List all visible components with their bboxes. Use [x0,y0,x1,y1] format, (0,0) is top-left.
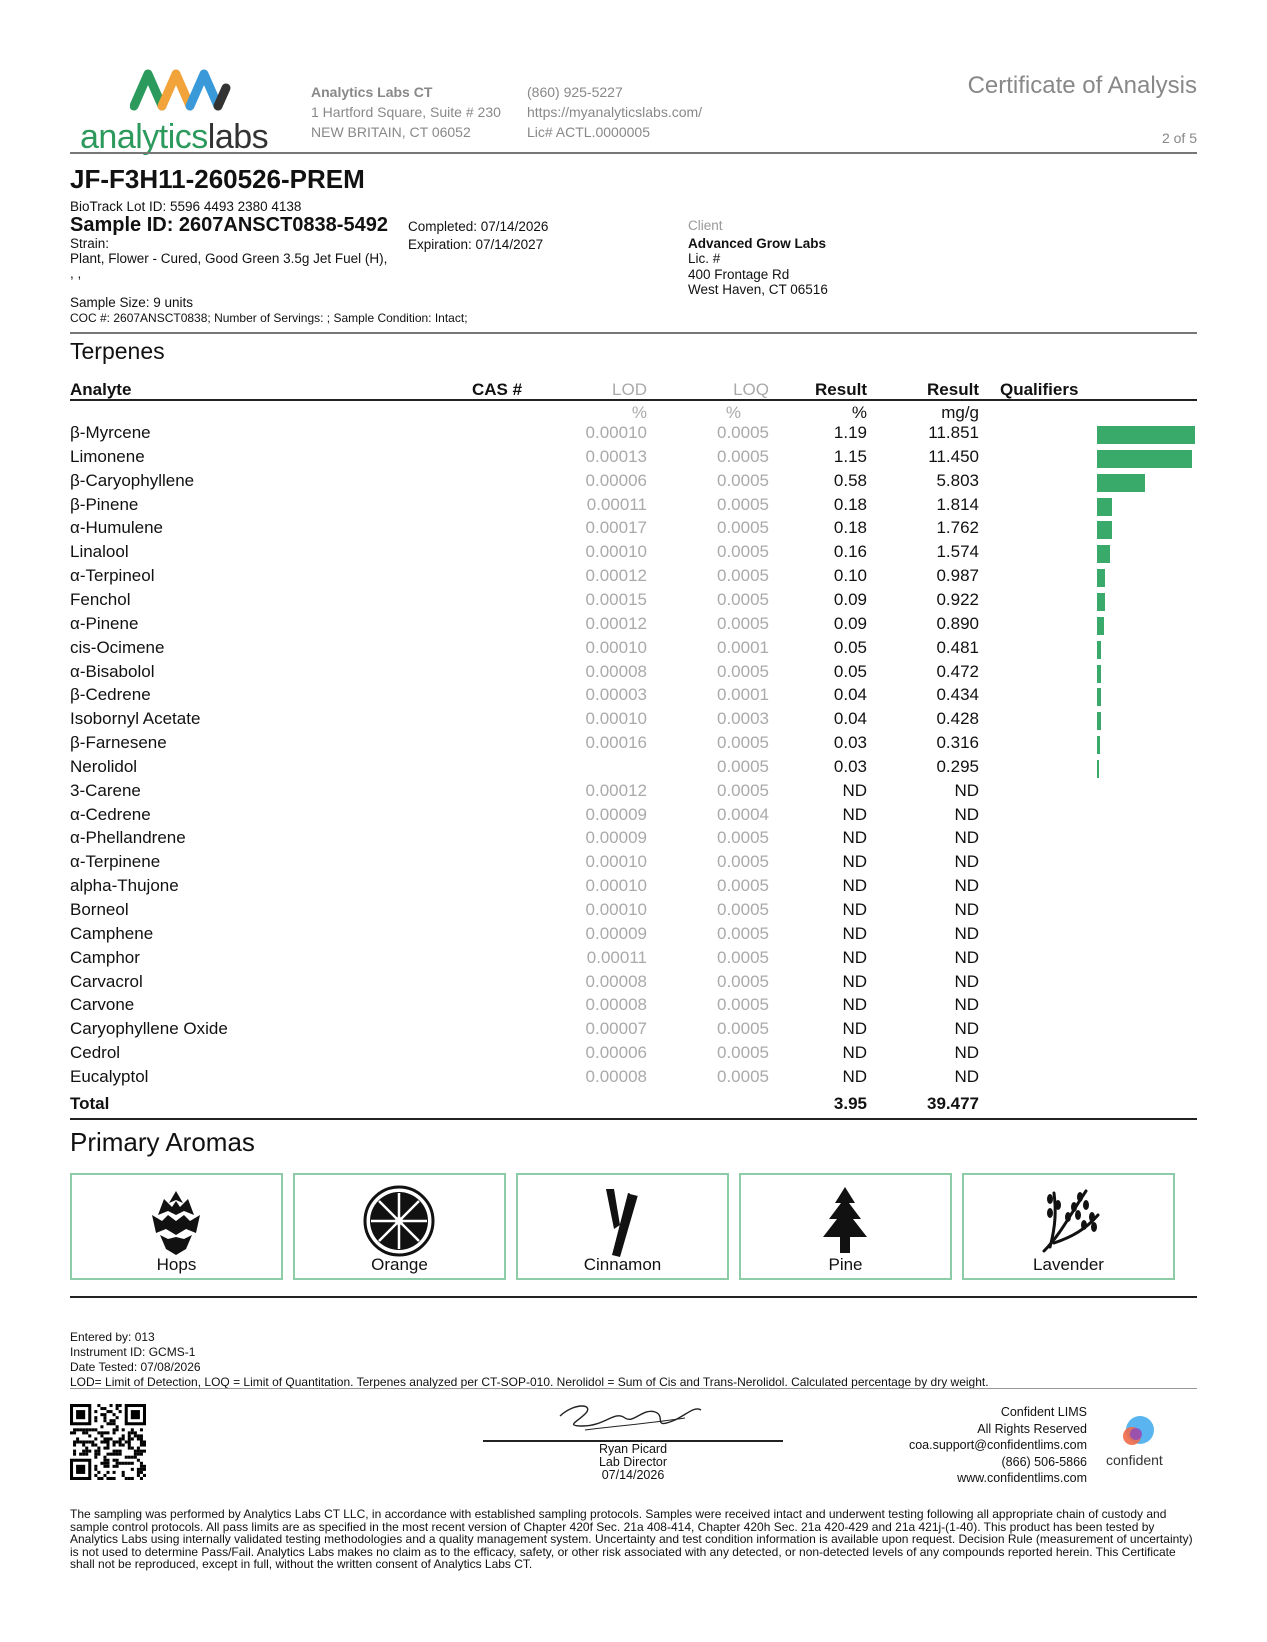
loq-value: 0.0005 [717,470,769,490]
lod-value: 0.00012 [585,566,647,586]
lod-value: 0.00008 [585,995,647,1015]
result-mg: 0.316 [936,733,979,753]
result-pct: 0.05 [833,637,867,657]
page-number: 2 of 5 [1161,130,1197,146]
sample-divider [70,332,1197,334]
aroma-label: Cinnamon [583,1255,662,1274]
result-bar [1097,474,1145,492]
result-mg: ND [954,947,979,967]
loq-value: 0.0005 [717,971,769,991]
result-bar [1097,617,1104,635]
lod-value: 0.00013 [585,446,647,466]
analyte-name: α-Pinene [70,613,139,633]
sample-dates [408,218,548,254]
lims-website[interactable]: www.confidentlims.com [957,1471,1087,1485]
col-result-pct: Result [815,380,867,399]
col-loq: LOQ [733,380,769,399]
loq-value: 0.0005 [717,852,769,872]
client-license: Lic. # [688,251,721,266]
result-pct: ND [842,828,867,848]
result-mg: 1.814 [936,494,979,514]
analyte-name: cis-Ocimene [70,637,165,657]
table-row [70,566,1197,590]
result-pct: ND [842,804,867,824]
analyte-name: Nerolidol [70,756,138,776]
confident-wordmark: confident [1106,1452,1163,1468]
orange-icon [361,1185,437,1257]
loq-value: 0.0005 [717,876,769,896]
aroma-orange [293,1173,506,1280]
result-pct: ND [842,780,867,800]
unit-lod: % [631,403,647,422]
result-pct: 0.58 [833,470,867,490]
col-result-mg: Result [927,380,979,399]
lavender-icon [1030,1185,1106,1257]
unit-mg: mg/g [941,403,979,422]
analyte-name: Carvacrol [70,971,143,991]
result-pct: ND [842,876,867,896]
analyte-name: β-Pinene [70,494,139,514]
lims-phone: (866) 506-5866 [1001,1454,1087,1469]
signature-date: 07/14/2026 [601,1468,665,1482]
lod-value: 0.00003 [585,685,647,705]
result-pct: 0.05 [833,661,867,681]
analyte-name: Isobornyl Acetate [70,709,201,729]
result-mg: 0.922 [936,589,979,609]
lod-value: 0.00010 [585,709,647,729]
result-pct: ND [842,995,867,1015]
total-pct: 3.95 [833,1094,867,1113]
loq-value: 0.0005 [717,661,769,681]
table-row [70,638,1197,662]
client-address-line1: 400 Frontage Rd [688,266,790,282]
result-mg: ND [954,804,979,824]
completed-date: Completed: 07/14/2026 [408,219,549,234]
result-pct: 0.09 [833,589,867,609]
lod-value: 0.00008 [585,661,647,681]
result-bar [1097,736,1100,754]
aroma-pine [739,1173,952,1280]
lod-value: 0.00016 [585,733,647,753]
aromas-title: Primary Aromas [70,1127,255,1157]
loq-value: 0.0005 [717,589,769,609]
result-mg: 0.481 [936,637,979,657]
lab-name: Analytics Labs CT [311,84,433,100]
result-bar [1097,593,1105,611]
table-row [70,662,1197,686]
result-mg: ND [954,1043,979,1063]
logo-mark-icon [130,66,240,112]
result-mg: ND [954,828,979,848]
sample-extra: , , [70,266,82,281]
table-row [70,1019,1197,1043]
signatory-role: Lab Director [598,1455,668,1469]
lod-value: 0.00010 [585,542,647,562]
result-bar [1097,426,1195,444]
result-mg: 5.803 [936,470,979,490]
result-pct: ND [842,923,867,943]
table-row [70,1067,1197,1091]
analyte-name: Cedrol [70,1043,121,1063]
entered-by: Entered by: 013 [70,1330,155,1344]
result-bar [1097,498,1112,516]
analyte-name: Caryophyllene Oxide [70,1019,228,1039]
result-mg: 11.851 [928,423,979,442]
loq-value: 0.0005 [717,1019,769,1039]
analyte-name: alpha-Thujone [70,876,179,896]
result-pct: ND [842,852,867,872]
lod-value: 0.00010 [585,637,647,657]
result-pct: 0.18 [833,518,867,538]
result-mg: 11.450 [928,446,979,466]
analyte-name: α-Cedrene [70,804,151,824]
loq-value: 0.0005 [717,828,769,848]
result-pct: 0.18 [833,494,867,514]
result-mg: 0.434 [936,685,979,705]
analyte-name: 3-Carene [70,780,141,800]
analytics-labs-logo [80,66,290,156]
lab-phone: (860) 925-5227 [527,84,623,100]
lab-info [311,82,501,142]
table-row [70,876,1197,900]
analyte-name: α-Bisabolol [70,661,155,681]
lab-website[interactable]: https://myanalyticslabs.com/ [527,104,703,120]
result-bar [1097,641,1101,659]
lod-value: 0.00012 [585,613,647,633]
table-row [70,471,1197,495]
result-pct: 1.19 [833,423,867,442]
loq-value: 0.0005 [717,780,769,800]
table-row [70,924,1197,948]
aroma-cinnamon [516,1173,729,1280]
sample-size: Sample Size: 9 units [70,295,194,310]
result-bar [1097,521,1112,539]
loq-value: 0.0005 [717,733,769,753]
lod-value: 0.00011 [586,494,647,514]
table-row [70,542,1197,566]
test-notes [70,1330,989,1390]
lims-name: Confident LIMS [1000,1405,1087,1419]
unit-pct: % [851,403,867,422]
result-mg: ND [954,876,979,896]
lims-email[interactable]: coa.support@confidentlims.com [908,1438,1087,1452]
loq-value: 0.0001 [717,637,769,657]
analyte-name: Camphor [70,947,140,967]
result-bar [1097,569,1105,587]
result-mg: ND [954,923,979,943]
disclaimer: The sampling was performed by Analytics Labs CT LLC, in accordance with established sampling protocols. Samples were received intact and underwent testing following all appropriate chain of custody and sample control protocols. All pass limits are as specified in the most recent version of Chapter 420f Sec. 21a 408-414, Chapter 420h Sec. 21a 420-429 and 21a 421j-(1-40). This product has been tested by Analytics Labs using internally validated testing methodologies and a quality management system. Uncertainty and test condition information is available upon request. Decision Rule (measurement of uncertainty) is not used to determine Pass/Fail. Analytics Labs makes no claim as to the efficacy, safety, or other risk associated with any detected, or non-detected levels of any compounds reported herein. This Certificate shall not be reproduced, except in full, without the written consent of Analytics Labs CT. [70,1507,1193,1571]
lod-value: 0.00008 [585,1066,647,1086]
expiration-date: Expiration: 07/14/2027 [408,237,544,252]
analyte-name: β-Myrcene [70,423,151,442]
table-row [70,805,1197,829]
lod-value: 0.00010 [585,900,647,919]
client-address-line2: West Haven, CT 06516 [688,282,828,297]
loq-value: 0.0005 [717,1066,769,1086]
analyte-name: Carvone [70,995,135,1015]
loq-value: 0.0005 [717,756,769,776]
analyte-name: Limonene [70,446,145,466]
analyte-name: Camphene [70,923,154,943]
lims-info [909,1404,1087,1487]
table-row [70,948,1197,972]
lod-value: 0.00010 [585,852,647,872]
result-mg: ND [954,1019,979,1039]
logo-wordmark: analyticslabs [80,118,269,156]
result-bar [1097,688,1101,706]
result-bar [1097,450,1192,468]
loq-value: 0.0005 [717,923,769,943]
loq-value: 0.0005 [717,995,769,1015]
lod-value: 0.00010 [585,423,647,442]
instrument-id: Instrument ID: GCMS-1 [70,1345,196,1359]
result-bar [1097,760,1099,778]
table-bottom-rule [70,1118,1197,1120]
lod-value: 0.00009 [585,923,647,943]
aroma-lavender [962,1173,1175,1280]
analyte-name: Linalool [70,542,129,562]
analyte-name: α-Terpineol [70,566,155,586]
header-divider [70,152,1197,154]
loq-value: 0.0005 [717,1043,769,1063]
coc-info: COC #: 2607ANSCT0838; Number of Servings: ; Sample Condition: Intact; [70,311,468,325]
table-row [70,423,1197,447]
signature-icon [555,1396,705,1438]
lims-rights: All Rights Reserved [977,1421,1087,1436]
result-mg: ND [954,780,979,800]
result-mg: 0.428 [936,709,979,729]
result-mg: ND [954,971,979,991]
document-title: Certificate of Analysis [967,72,1197,99]
result-pct: 0.03 [833,733,867,753]
result-pct: 0.09 [833,613,867,633]
aroma-label: Orange [371,1255,428,1274]
result-pct: ND [842,971,867,991]
client-name: Advanced Grow Labs [688,235,827,251]
loq-value: 0.0005 [717,900,769,919]
table-row [70,852,1197,876]
lod-value: 0.00007 [585,1019,647,1039]
notes-divider [70,1388,1197,1389]
result-pct: 0.04 [833,685,867,705]
table-row [70,900,1197,924]
pine-tree-icon [807,1185,883,1257]
table-row [70,757,1197,781]
analyte-name: β-Cedrene [70,685,151,705]
loq-value: 0.0005 [717,947,769,967]
result-mg: 0.472 [936,661,979,681]
result-pct: ND [842,1066,867,1086]
lab-license: Lic# ACTL.0000005 [527,124,650,140]
lab-contact [527,82,702,142]
aroma-label: Hops [156,1255,197,1274]
result-pct: 0.10 [833,566,867,586]
strain-label: Strain: [70,236,110,251]
lod-value: 0.00006 [585,470,647,490]
aroma-label: Pine [828,1255,863,1274]
loq-value: 0.0004 [717,804,769,824]
loq-value: 0.0005 [717,494,769,514]
signatory [483,1443,783,1482]
total-mg: 39.477 [927,1094,979,1113]
aromas-divider [70,1296,1197,1298]
col-lod: LOD [612,380,647,399]
result-pct: 1.15 [833,446,867,466]
loq-value: 0.0003 [717,709,769,729]
col-cas: CAS # [472,380,523,399]
loq-value: 0.0005 [717,566,769,586]
result-mg: ND [954,1066,979,1086]
result-pct: 0.03 [833,756,867,776]
analyte-name: Fenchol [70,589,131,609]
col-analyte: Analyte [70,380,132,399]
table-row [70,447,1197,471]
result-bar [1097,665,1101,683]
lod-value: 0.00015 [585,589,647,609]
total-label: Total [70,1094,110,1113]
result-mg: ND [954,852,979,872]
analyte-name: Eucalyptol [70,1066,149,1086]
aroma-label: Lavender [1033,1255,1104,1274]
loq-value: 0.0005 [717,446,769,466]
hops-icon [138,1185,214,1257]
table-row [70,614,1197,638]
analyte-name: α-Phellandrene [70,828,186,848]
table-header-rule [70,399,1197,401]
method-legend: LOD= Limit of Detection, LOQ = Limit of Quantitation. Terpenes analyzed per CT-SOP-010. Nerolidol = Sum of Cis and Trans-Nerolidol. Calculated percentage by dry weight. [70,1375,989,1389]
sample-matrix: Plant, Flower - Cured, Good Green 3.5g Jet Fuel (H), [70,251,388,266]
result-mg: 0.987 [936,566,979,586]
unit-loq: % [725,403,741,422]
terpenes-title: Terpenes [70,338,165,364]
lab-address-line1: 1 Hartford Square, Suite # 230 [311,104,501,120]
lod-value: 0.00012 [585,780,647,800]
table-row [70,828,1197,852]
total-row [70,1094,1197,1118]
lod-value: 0.00008 [585,971,647,991]
table-row [70,1043,1197,1067]
cinnamon-icon [584,1185,660,1257]
table-row [70,518,1197,542]
lab-address-line2: NEW BRITAIN, CT 06052 [311,124,471,140]
result-mg: ND [954,900,979,919]
table-row [70,972,1197,996]
client-label: Client [688,218,723,233]
result-mg: 0.295 [936,756,979,776]
lod-value: 0.00006 [585,1043,647,1063]
client-info [688,218,828,298]
loq-value: 0.0005 [717,518,769,538]
result-pct: ND [842,947,867,967]
date-tested: Date Tested: 07/08/2026 [70,1360,201,1374]
lod-value: 0.00011 [586,947,647,967]
table-row [70,685,1197,709]
table-row [70,995,1197,1019]
analyte-name: β-Farnesene [70,733,167,753]
table-row [70,495,1197,519]
result-mg: 1.574 [936,542,979,562]
result-bar [1097,545,1110,563]
result-pct: 0.04 [833,709,867,729]
biotrack-lot-id: BioTrack Lot ID: 5596 4493 2380 4138 [70,199,302,214]
result-mg: 0.890 [936,613,979,633]
lod-value: 0.00010 [585,876,647,896]
sample-id: Sample ID: 2607ANSCT0838-5492 [70,214,388,236]
table-row [70,590,1197,614]
result-mg: 1.762 [936,518,979,538]
analyte-name: β-Caryophyllene [70,470,195,490]
loq-value: 0.0005 [717,423,769,442]
signatory-name: Ryan Picard [598,1442,668,1456]
result-pct: 0.16 [833,542,867,562]
result-bar [1097,712,1101,730]
loq-value: 0.0001 [717,685,769,705]
loq-value: 0.0005 [717,613,769,633]
table-row [70,709,1197,733]
table-row [70,733,1197,757]
confident-logo-icon [1118,1414,1158,1450]
sample-code: JF-F3H11-260526-PREM [70,164,365,194]
lod-value: 0.00017 [585,518,647,538]
aroma-hops [70,1173,283,1280]
result-pct: ND [842,1019,867,1039]
lod-value: 0.00009 [585,828,647,848]
table-row [70,781,1197,805]
col-qualifiers: Qualifiers [1000,380,1079,399]
analyte-name: α-Terpinene [70,852,161,872]
loq-value: 0.0005 [717,542,769,562]
analyte-name: Borneol [70,900,129,919]
lod-value: 0.00009 [585,804,647,824]
analyte-name: α-Humulene [70,518,163,538]
result-pct: ND [842,900,867,919]
result-mg: ND [954,995,979,1015]
qr-code-icon[interactable] [70,1404,146,1480]
result-pct: ND [842,1043,867,1063]
